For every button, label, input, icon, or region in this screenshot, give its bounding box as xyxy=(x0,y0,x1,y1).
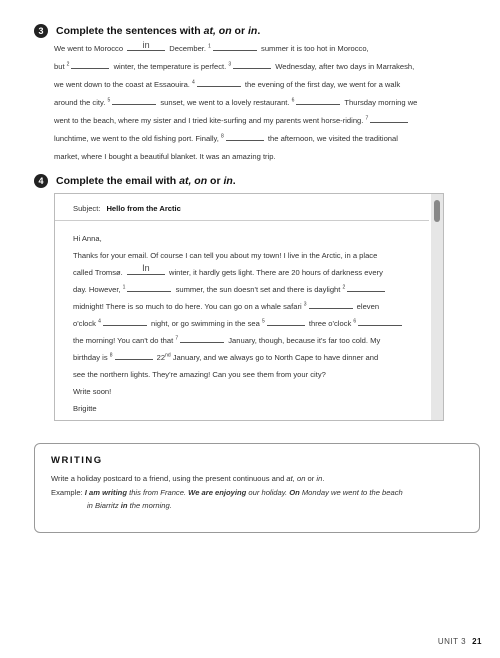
exercise-4-heading xyxy=(34,174,236,188)
email-subject: Subject: Hello from the Arctic xyxy=(73,204,181,213)
answer-gap[interactable] xyxy=(180,334,224,343)
writing-title: WRITING xyxy=(51,455,103,466)
writing-box xyxy=(34,443,480,533)
writing-instructions: Write a holiday postcard to a friend, using the present continuous and at, on or in. Example: I am writing this from France. We are enjoying our holiday. On Monday we went to the beach in Biarritz in the morning. xyxy=(51,474,403,510)
email-window xyxy=(54,193,444,421)
scrollbar-thumb[interactable] xyxy=(434,200,440,222)
exercise-number: 3 xyxy=(34,24,48,38)
answer-gap[interactable] xyxy=(347,283,385,292)
answer-gap[interactable] xyxy=(103,317,147,326)
answer-gap[interactable] xyxy=(213,42,257,51)
answer-gap[interactable] xyxy=(296,96,340,105)
answer-gap[interactable] xyxy=(197,78,241,87)
answer-gap[interactable] xyxy=(127,283,171,292)
answer-gap[interactable] xyxy=(233,60,271,69)
exercise-title: Complete the sentences with at, on or in. xyxy=(56,25,261,37)
unit-label: UNIT 3 xyxy=(437,637,467,646)
answer-gap[interactable] xyxy=(112,96,156,105)
answer-gap-example[interactable]: in xyxy=(127,42,165,51)
answer-gap[interactable] xyxy=(358,317,402,326)
exercise-title: Complete the email with at, on or in. xyxy=(56,175,236,187)
answer-gap[interactable] xyxy=(370,114,408,123)
answer-gap[interactable] xyxy=(267,317,305,326)
answer-gap[interactable] xyxy=(115,351,153,360)
answer-gap[interactable] xyxy=(226,132,264,141)
exercise-3-text: We went to Morocco in December. $^1$ summer it is too hot in Morocco, but $^2$ winter, the temperature is perfect. $^3$ Wednesday, after two days in Marrakesh, we went down to the coast at Essaouira. $^4$ the evening of the first day, we went for a walk around the city. $^5$ sunset, we went to a lovely restaurant. $^6$ Thursday morning we went to the beach, where my sister and I tried kite-surfing and my parents went horse-riding. $^7$ lunchtime, we went to the old fishing port. Finally, $^8$ the afternoon, we visited the traditional market, where I bought a beautiful blanket. It was an amazing trip. xyxy=(54,40,418,161)
answer-gap[interactable] xyxy=(309,300,353,309)
email-body: Hi Anna, Thanks for your email. Of course I can tell you about my town! I live in the Arctic, in a place called Tromsø. In winter, it hardly gets light. There are 20 hours of darkness every day. However, $^1$ summer, the sun doesn't set and there is daylight $^2$ midnight! There is so much to do here. You can go on a whale safari $^3$ eleven o'clock $^4$ night, or go swimming in the sea $^5$ three o'clock $^6$ the morning! You can't do that $^7$ January, though, because it's far too cold. My birthday is $^8$ 22nd January, and we always go to North Cape to have dinner and see the northern lights. They're amazing! Can you see them from your city? Write soon! Brigitte xyxy=(73,230,421,417)
answer-gap[interactable] xyxy=(71,60,109,69)
page-number: 21 xyxy=(472,637,482,646)
exercise-number: 4 xyxy=(34,174,48,188)
scrollbar[interactable] xyxy=(431,194,443,420)
answer-gap-example[interactable]: In xyxy=(127,266,165,275)
divider xyxy=(55,220,429,221)
page-footer xyxy=(438,637,482,646)
